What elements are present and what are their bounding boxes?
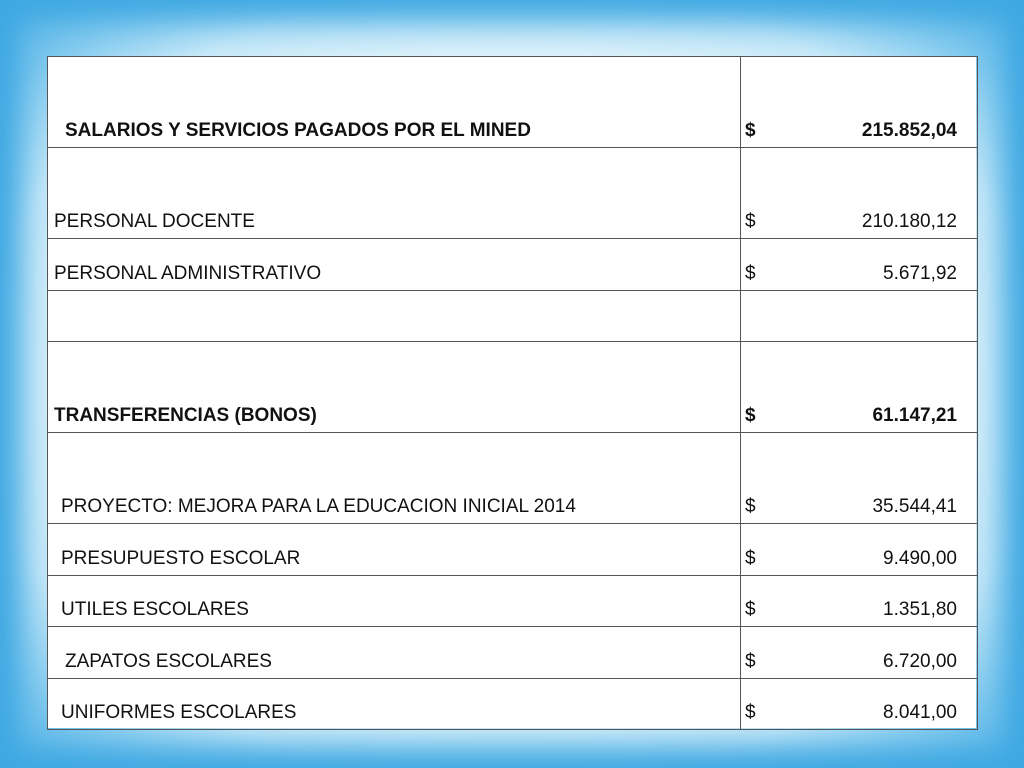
currency-symbol: $ xyxy=(745,263,756,284)
row-amount: 8.041,00 xyxy=(883,702,957,723)
row-label: UTILES ESCOLARES xyxy=(48,576,741,627)
row-label: TRANSFERENCIAS (BONOS) xyxy=(48,342,741,433)
table-row xyxy=(48,342,978,433)
currency-symbol: $ xyxy=(745,211,756,232)
row-amount: 61.147,21 xyxy=(872,405,957,426)
currency-symbol: $ xyxy=(745,548,756,569)
row-label xyxy=(48,291,741,342)
row-label: PERSONAL DOCENTE xyxy=(48,148,741,239)
currency-symbol: $ xyxy=(745,599,756,620)
row-label: PROYECTO: MEJORA PARA LA EDUCACION INICIAL 2014 xyxy=(48,433,741,524)
row-label: SALARIOS Y SERVICIOS PAGADOS POR EL MINED xyxy=(48,57,741,148)
currency-symbol: $ xyxy=(745,651,756,672)
table-row xyxy=(48,57,978,148)
currency-symbol: $ xyxy=(745,120,756,141)
row-amount: 1.351,80 xyxy=(883,599,957,620)
table-row xyxy=(48,524,978,576)
row-label: UNIFORMES ESCOLARES xyxy=(48,679,741,730)
currency-symbol: $ xyxy=(745,702,756,723)
row-label: PRESUPUESTO ESCOLAR xyxy=(48,524,741,576)
row-amount: 9.490,00 xyxy=(883,548,957,569)
table-row xyxy=(48,433,978,524)
table-row xyxy=(48,576,978,627)
row-amount: 210.180,12 xyxy=(861,211,957,232)
budget-table xyxy=(47,56,978,730)
currency-symbol: $ xyxy=(745,405,756,426)
row-amount: 35.544,41 xyxy=(872,496,957,517)
table-row xyxy=(48,148,978,239)
row-amount: 5.671,92 xyxy=(883,263,957,284)
table-row xyxy=(48,679,978,730)
row-amount: 6.720,00 xyxy=(883,651,957,672)
table-row xyxy=(48,627,978,679)
currency-symbol: $ xyxy=(745,496,756,517)
table-row xyxy=(48,291,978,342)
row-amount: 215.852,04 xyxy=(861,120,957,141)
row-label: PERSONAL ADMINISTRATIVO xyxy=(48,239,741,291)
row-label: ZAPATOS ESCOLARES xyxy=(48,627,741,679)
table-row xyxy=(48,239,978,291)
